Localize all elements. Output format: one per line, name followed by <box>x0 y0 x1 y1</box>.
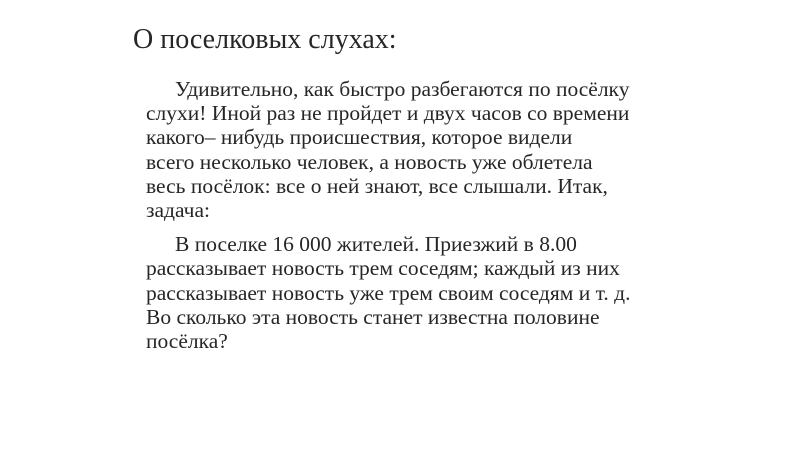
problem-paragraph <box>146 232 706 353</box>
text-line: посёлка? <box>146 329 228 354</box>
text-line: задача: <box>146 198 210 223</box>
text-line: Удивительно, как быстро разбегаются по посёлку <box>175 77 630 101</box>
text-line: весь посёлок: все о ней знают, все слышали. Итак, <box>146 173 608 198</box>
intro-paragraph <box>146 77 706 222</box>
text-line: рассказывает новость трем соседям; каждый из них <box>146 256 620 281</box>
text-line: В поселке 16 000 жителей. Приезжий в 8.00 <box>175 232 577 257</box>
text-line: Во сколько эта новость станет известна половине <box>146 304 600 329</box>
text-line: слухи! Иной раз не пройдет и двух часов со времени <box>146 101 630 126</box>
text-line: рассказывает новость уже трем своим соседям и т. д. <box>146 280 631 305</box>
text-line: всего несколько человек, а новость уже облетела <box>146 149 593 174</box>
slide-title: О поселковых слухах: <box>133 24 397 55</box>
text-line: какого– нибудь происшествия, которое видели <box>146 125 573 150</box>
slide-body <box>146 77 706 353</box>
